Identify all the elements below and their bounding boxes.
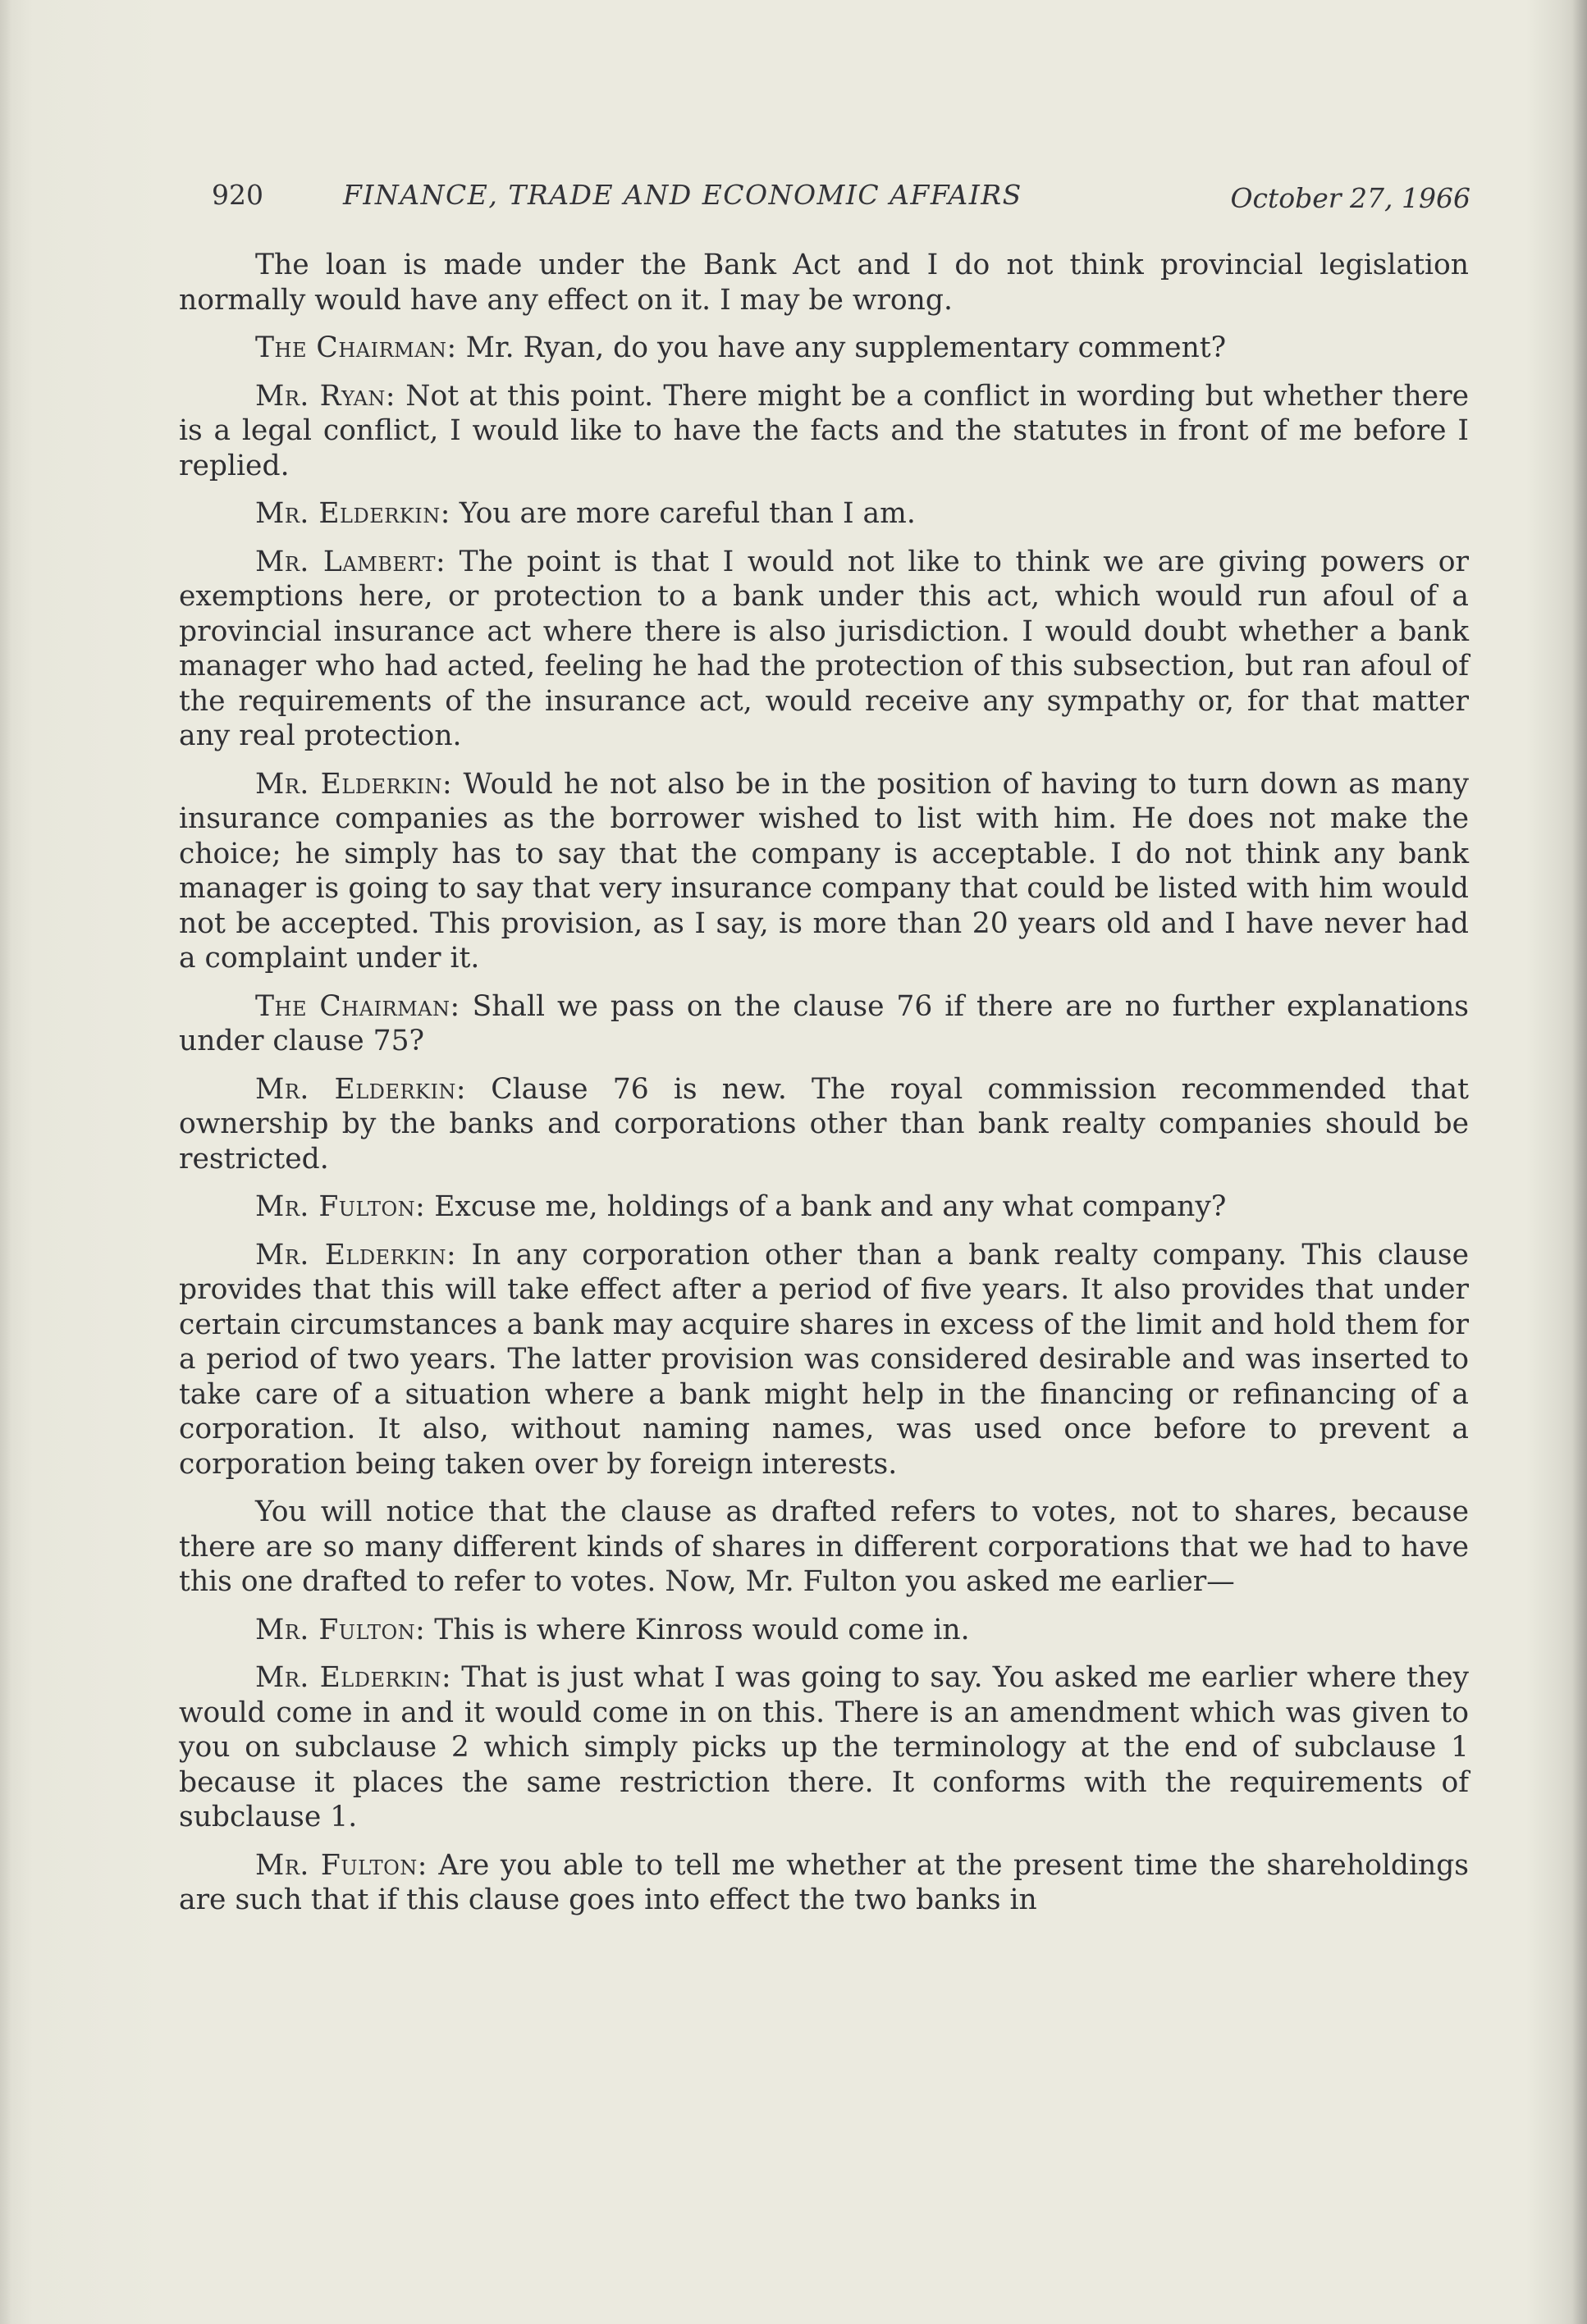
paragraph-text: Would he not also be in the position of having to turn down as many insurance companies as the borrower wished to list with him. He does not make the choice; he simply has to say that the company is acceptable. I do not think any bank manager is going to say that very insurance company that could be listed with him would not be accepted. This provision, as I say, is more than 20 years old and I have never had a complaint under it. — [179, 767, 1469, 975]
issue-date: October 27, 1966 — [1230, 182, 1470, 214]
paragraph-text: Are you able to tell me whether at the present time the shareholdings are such that if this clause goes into effect the two banks in — [179, 1848, 1469, 1916]
speaker-name: The Chairman: — [255, 331, 457, 364]
paragraph — [179, 1072, 1469, 1177]
paragraph — [179, 331, 1469, 366]
book-spine-shadow — [1572, 0, 1587, 2324]
speaker-name: Mr. Elderkin: — [255, 1661, 452, 1694]
paragraph-text: Shall we pass on the clause 76 if there are no further explanations under clause 75? — [179, 989, 1469, 1057]
paragraph — [179, 379, 1469, 484]
running-header — [179, 174, 1470, 217]
speaker-name: Mr. Elderkin: — [255, 767, 453, 801]
speaker-name: Mr. Elderkin: — [255, 1238, 457, 1272]
speaker-name: Mr. Fulton: — [255, 1848, 428, 1882]
speaker-name: The Chairman: — [255, 989, 460, 1023]
paragraph-text: Excuse me, holdings of a bank and any what company? — [425, 1190, 1227, 1223]
paragraph — [179, 1848, 1469, 1918]
paragraph — [179, 545, 1469, 754]
paragraph-text: You will notice that the clause as drafted refers to votes, not to shares, because there are so many different kinds of shares in different corporations that we had to have this one drafted to refer to votes. Now, Mr. Fulton you asked me earlier— — [179, 1495, 1469, 1598]
paragraph-text: The point is that I would not like to think we are giving powers or exemptions here, or protection to a bank under this act, which would run afoul of a provincial insurance act where there is also jurisdiction. I would doubt whether a bank manager who had acted, feeling he had the protection of this subsection, but ran afoul of the requirements of the insurance act, would receive any sympathy or, for that matter any real protection. — [179, 545, 1469, 752]
paragraph — [179, 767, 1469, 976]
paragraph-text: Clause 76 is new. The royal commission recommended that ownership by the banks and corporations other than bank realty companies should be restricted. — [179, 1072, 1469, 1176]
paragraph-text: That is just what I was going to say. You asked me earlier where they would come in and it would come in on this. There is an amendment which was given to you on subclause 2 which simply picks up the terminology at the end of subclause 1 because it places the same restriction there. It conforms with the requirements of subclause 1. — [179, 1661, 1469, 1833]
paragraph — [179, 1660, 1469, 1835]
left-edge-shadow — [0, 0, 11, 2324]
paragraph-text: Mr. Ryan, do you have any supplementary comment? — [456, 331, 1227, 364]
running-title: FINANCE, TRADE AND ECONOMIC AFFAIRS — [343, 179, 1022, 211]
paragraph — [179, 1189, 1469, 1225]
paragraph — [179, 1238, 1469, 1482]
speaker-name: Mr. Lambert: — [255, 545, 446, 578]
speaker-name: Mr. Elderkin: — [255, 1072, 467, 1106]
speaker-name: Mr. Ryan: — [255, 379, 396, 413]
paragraph — [179, 989, 1469, 1059]
paragraph — [179, 248, 1469, 317]
page-number: 920 — [212, 179, 263, 211]
paragraph-text: Not at this point. There might be a conflict in wording but whether there is a legal conflict, I would like to have the facts and the statutes in front of me before I replied. — [179, 379, 1470, 482]
speaker-name: Mr. Elderkin: — [255, 497, 450, 530]
transcript-body — [179, 248, 1469, 1931]
speaker-name: Mr. Fulton: — [255, 1613, 426, 1646]
paragraph — [179, 1613, 1469, 1648]
speaker-name: Mr. Fulton: — [255, 1190, 426, 1223]
paragraph-text: In any corporation other than a bank realty company. This clause provides that this will take effect after a period of five years. It also provides that under certain circumstances a bank may acquire shares in excess of the limit and hold them for a period of two years. The latter provision was considered desirable and was inserted to take care of a situation where a bank might help in the financing or refinancing of a corporation. It also, without naming names, was used once before to prevent a corporation being taken over by foreign interests. — [179, 1238, 1469, 1481]
paragraph-text: You are more careful than I am. — [450, 497, 916, 530]
paragraph — [179, 1495, 1469, 1600]
paragraph — [179, 496, 1469, 532]
paragraph-text: The loan is made under the Bank Act and I do not think provincial legislation normally would have any effect on it. I may be wrong. — [179, 249, 1469, 317]
paragraph-text: This is where Kinross would come in. — [425, 1613, 970, 1646]
